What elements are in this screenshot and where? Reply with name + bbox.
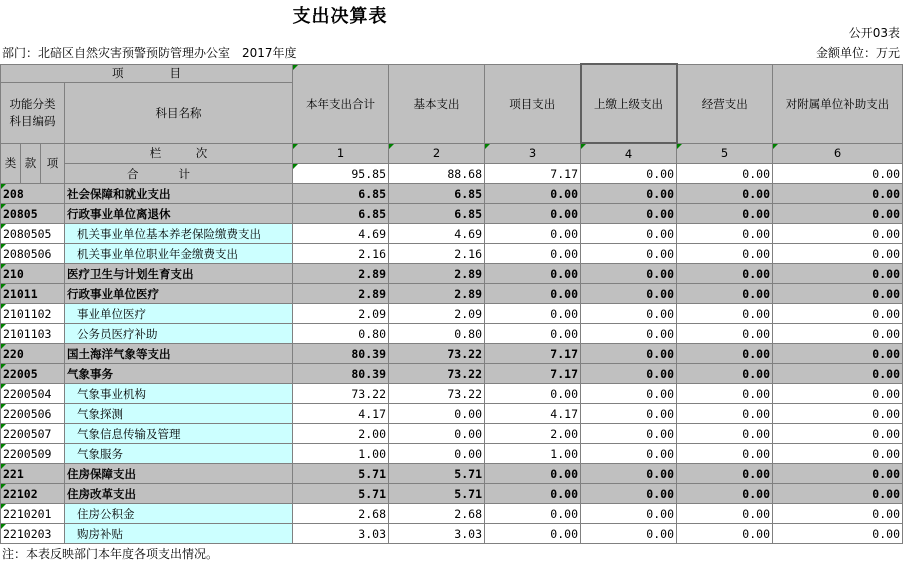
- row-value-col-5: 0.00: [677, 464, 773, 484]
- row-subject-name: 住房改革支出: [65, 484, 293, 504]
- row-value-col-3: 0.00: [485, 184, 581, 204]
- total-value-4: 0.00: [581, 164, 677, 184]
- table-row: [1, 484, 903, 504]
- row-value-col-2: 73.22: [389, 384, 485, 404]
- table-row: [1, 364, 903, 384]
- col-num-2: 2: [389, 143, 485, 164]
- row-value-col-5: 0.00: [677, 384, 773, 404]
- row-code: 21011: [1, 284, 65, 304]
- row-value-col-5: 0.00: [677, 244, 773, 264]
- row-value-col-1: 2.16: [293, 244, 389, 264]
- table-row: [1, 344, 903, 364]
- row-value-col-3: 0.00: [485, 224, 581, 244]
- row-subject-name: 行政事业单位离退休: [65, 204, 293, 224]
- row-value-col-6: 0.00: [773, 304, 903, 324]
- row-value-col-1: 2.68: [293, 504, 389, 524]
- table-row: [1, 204, 903, 224]
- row-value-col-3: 0.00: [485, 504, 581, 524]
- row-value-col-5: 0.00: [677, 524, 773, 544]
- row-value-col-4: 0.00: [581, 224, 677, 244]
- row-value-col-5: 0.00: [677, 284, 773, 304]
- total-value-5: 0.00: [677, 164, 773, 184]
- row-subject-name: 社会保障和就业支出: [65, 184, 293, 204]
- row-value-col-5: 0.00: [677, 304, 773, 324]
- row-value-col-2: 2.16: [389, 244, 485, 264]
- row-subject-name: 气象服务: [65, 444, 293, 464]
- table-row: [1, 284, 903, 304]
- row-value-col-5: 0.00: [677, 484, 773, 504]
- department-line: [2, 44, 297, 61]
- row-value-col-3: 0.00: [485, 524, 581, 544]
- row-value-col-1: 2.89: [293, 284, 389, 304]
- table-row: [1, 324, 903, 344]
- total-value-2: 88.68: [389, 164, 485, 184]
- row-value-col-1: 4.69: [293, 224, 389, 244]
- row-subject-name: 机关事业单位职业年金缴费支出: [65, 244, 293, 264]
- row-subject-name: 医疗卫生与计划生育支出: [65, 264, 293, 284]
- row-value-col-2: 5.71: [389, 484, 485, 504]
- table-row: [1, 464, 903, 484]
- row-value-col-5: 0.00: [677, 364, 773, 384]
- total-value-1: 95.85: [293, 164, 389, 184]
- table-row: [1, 264, 903, 284]
- table-row: [1, 524, 903, 544]
- row-code: 2101103: [1, 324, 65, 344]
- row-value-col-1: 5.71: [293, 484, 389, 504]
- row-value-col-3: 0.00: [485, 324, 581, 344]
- row-subject-name: 国土海洋气象等支出: [65, 344, 293, 364]
- row-value-col-3: 0.00: [485, 304, 581, 324]
- row-value-col-5: 0.00: [677, 424, 773, 444]
- row-value-col-3: 2.00: [485, 424, 581, 444]
- row-code: 2080506: [1, 244, 65, 264]
- row-value-col-6: 0.00: [773, 204, 903, 224]
- row-value-col-5: 0.00: [677, 204, 773, 224]
- header-lei: 类: [1, 143, 21, 184]
- row-value-col-4: 0.00: [581, 384, 677, 404]
- row-value-col-1: 2.09: [293, 304, 389, 324]
- header-col-3: 项目支出: [485, 64, 581, 143]
- col-num-1: 1: [293, 143, 389, 164]
- header-item: 项 目: [1, 64, 293, 82]
- row-value-col-6: 0.00: [773, 184, 903, 204]
- total-value-3: 7.17: [485, 164, 581, 184]
- row-value-col-6: 0.00: [773, 264, 903, 284]
- row-value-col-3: 7.17: [485, 364, 581, 384]
- row-value-col-1: 4.17: [293, 404, 389, 424]
- header-func-code: 功能分类 科目编码: [1, 82, 65, 143]
- table-row: [1, 184, 903, 204]
- row-value-col-3: 0.00: [485, 484, 581, 504]
- row-value-col-1: 1.00: [293, 444, 389, 464]
- header-col-1: 本年支出合计: [293, 64, 389, 143]
- row-value-col-6: 0.00: [773, 344, 903, 364]
- row-value-col-1: 73.22: [293, 384, 389, 404]
- row-value-col-4: 0.00: [581, 184, 677, 204]
- row-value-col-6: 0.00: [773, 524, 903, 544]
- row-value-col-5: 0.00: [677, 224, 773, 244]
- row-value-col-5: 0.00: [677, 344, 773, 364]
- row-value-col-4: 0.00: [581, 524, 677, 544]
- row-value-col-4: 0.00: [581, 484, 677, 504]
- row-subject-name: 行政事业单位医疗: [65, 284, 293, 304]
- row-subject-name: 事业单位医疗: [65, 304, 293, 324]
- row-value-col-1: 6.85: [293, 204, 389, 224]
- row-value-col-2: 2.89: [389, 284, 485, 304]
- table-row: [1, 504, 903, 524]
- row-value-col-4: 0.00: [581, 444, 677, 464]
- table-row: [1, 384, 903, 404]
- header-col-4[interactable]: 上缴上级支出: [581, 64, 677, 143]
- row-value-col-6: 0.00: [773, 404, 903, 424]
- row-value-col-6: 0.00: [773, 244, 903, 264]
- row-subject-name: 气象信息传输及管理: [65, 424, 293, 444]
- row-code: 220: [1, 344, 65, 364]
- row-value-col-6: 0.00: [773, 504, 903, 524]
- header-col-6: 对附属单位补助支出: [773, 64, 903, 143]
- row-value-col-2: 2.68: [389, 504, 485, 524]
- row-subject-name: 气象探测: [65, 404, 293, 424]
- header-subject-name: 科目名称: [65, 82, 293, 143]
- row-value-col-3: 4.17: [485, 404, 581, 424]
- row-value-col-2: 5.71: [389, 464, 485, 484]
- row-value-col-4: 0.00: [581, 464, 677, 484]
- row-code: 2210203: [1, 524, 65, 544]
- table-row: [1, 424, 903, 444]
- expenditure-table: [0, 63, 903, 544]
- row-value-col-3: 0.00: [485, 244, 581, 264]
- header-row-lanci: [1, 143, 903, 164]
- unit-label: 金额单位：万元: [815, 46, 900, 60]
- row-value-col-5: 0.00: [677, 264, 773, 284]
- row-subject-name: 住房公积金: [65, 504, 293, 524]
- row-value-col-2: 4.69: [389, 224, 485, 244]
- row-code: 2080505: [1, 224, 65, 244]
- total-value-6: 0.00: [773, 164, 903, 184]
- year-label: 2017年度: [242, 46, 297, 60]
- row-value-col-3: 0.00: [485, 204, 581, 224]
- row-subject-name: 气象事务: [65, 364, 293, 384]
- header-lanci: 栏 次: [65, 143, 293, 164]
- row-code: 208: [1, 184, 65, 204]
- row-value-col-2: 0.80: [389, 324, 485, 344]
- row-value-col-1: 5.71: [293, 464, 389, 484]
- total-row: [1, 164, 903, 184]
- row-value-col-2: 2.89: [389, 264, 485, 284]
- row-value-col-5: 0.00: [677, 504, 773, 524]
- row-code: 2200507: [1, 424, 65, 444]
- row-value-col-3: 0.00: [485, 384, 581, 404]
- row-code: 22005: [1, 364, 65, 384]
- row-subject-name: 购房补贴: [65, 524, 293, 544]
- table-row: [1, 244, 903, 264]
- row-code: 2210201: [1, 504, 65, 524]
- row-code: 2200504: [1, 384, 65, 404]
- row-value-col-1: 2.00: [293, 424, 389, 444]
- row-value-col-4: 0.00: [581, 264, 677, 284]
- row-value-col-1: 80.39: [293, 364, 389, 384]
- row-value-col-1: 2.89: [293, 264, 389, 284]
- row-code: 210: [1, 264, 65, 284]
- row-code: 2200509: [1, 444, 65, 464]
- row-subject-name: 住房保障支出: [65, 464, 293, 484]
- row-value-col-3: 7.17: [485, 344, 581, 364]
- row-value-col-4: 0.00: [581, 504, 677, 524]
- page-title: 支出决算表: [292, 6, 388, 27]
- footnote: 注：本表反映部门本年度各项支出情况。: [2, 547, 219, 561]
- row-code: 221: [1, 464, 65, 484]
- header-kuan: 款: [21, 143, 41, 184]
- row-value-col-4: 0.00: [581, 284, 677, 304]
- row-value-col-6: 0.00: [773, 324, 903, 344]
- row-value-col-3: 0.00: [485, 284, 581, 304]
- row-value-col-6: 0.00: [773, 424, 903, 444]
- row-value-col-3: 1.00: [485, 444, 581, 464]
- row-code: 2101102: [1, 304, 65, 324]
- row-value-col-4: 0.00: [581, 404, 677, 424]
- row-value-col-2: 0.00: [389, 424, 485, 444]
- row-code: 2200506: [1, 404, 65, 424]
- row-value-col-4: 0.00: [581, 344, 677, 364]
- row-value-col-1: 80.39: [293, 344, 389, 364]
- row-value-col-6: 0.00: [773, 284, 903, 304]
- row-value-col-2: 3.03: [389, 524, 485, 544]
- row-value-col-6: 0.00: [773, 484, 903, 504]
- row-value-col-4: 0.00: [581, 304, 677, 324]
- header-col-5: 经营支出: [677, 64, 773, 143]
- col-num-6: 6: [773, 143, 903, 164]
- table-number: 公开03表: [848, 26, 900, 40]
- row-value-col-6: 0.00: [773, 464, 903, 484]
- row-value-col-5: 0.00: [677, 444, 773, 464]
- row-subject-name: 机关事业单位基本养老保险缴费支出: [65, 224, 293, 244]
- row-value-col-6: 0.00: [773, 364, 903, 384]
- row-value-col-6: 0.00: [773, 444, 903, 464]
- row-subject-name: 气象事业机构: [65, 384, 293, 404]
- row-code: 20805: [1, 204, 65, 224]
- table-row: [1, 444, 903, 464]
- row-value-col-4: 0.00: [581, 364, 677, 384]
- row-value-col-2: 0.00: [389, 404, 485, 424]
- header-col-2: 基本支出: [389, 64, 485, 143]
- table-row: [1, 404, 903, 424]
- row-value-col-4: 0.00: [581, 324, 677, 344]
- col-num-5: 5: [677, 143, 773, 164]
- row-subject-name: 公务员医疗补助: [65, 324, 293, 344]
- header-row-item: [1, 64, 903, 82]
- row-value-col-3: 0.00: [485, 264, 581, 284]
- row-value-col-2: 2.09: [389, 304, 485, 324]
- row-value-col-2: 6.85: [389, 204, 485, 224]
- row-code: 22102: [1, 484, 65, 504]
- total-label: 合计: [65, 164, 293, 184]
- row-value-col-5: 0.00: [677, 324, 773, 344]
- row-value-col-6: 0.00: [773, 384, 903, 404]
- row-value-col-5: 0.00: [677, 184, 773, 204]
- row-value-col-2: 6.85: [389, 184, 485, 204]
- department-label: 部门：北碚区自然灾害预警预防管理办公室: [2, 46, 231, 60]
- table-row: [1, 224, 903, 244]
- col-num-3: 3: [485, 143, 581, 164]
- row-value-col-6: 0.00: [773, 224, 903, 244]
- row-value-col-2: 0.00: [389, 444, 485, 464]
- header-xiang: 项: [41, 143, 65, 184]
- row-value-col-2: 73.22: [389, 344, 485, 364]
- row-value-col-5: 0.00: [677, 404, 773, 424]
- row-value-col-1: 0.80: [293, 324, 389, 344]
- col-num-4: 4: [581, 143, 677, 164]
- row-value-col-4: 0.00: [581, 204, 677, 224]
- row-value-col-4: 0.00: [581, 244, 677, 264]
- row-value-col-4: 0.00: [581, 424, 677, 444]
- row-value-col-2: 73.22: [389, 364, 485, 384]
- table-row: [1, 304, 903, 324]
- row-value-col-1: 3.03: [293, 524, 389, 544]
- row-value-col-1: 6.85: [293, 184, 389, 204]
- row-value-col-3: 0.00: [485, 464, 581, 484]
